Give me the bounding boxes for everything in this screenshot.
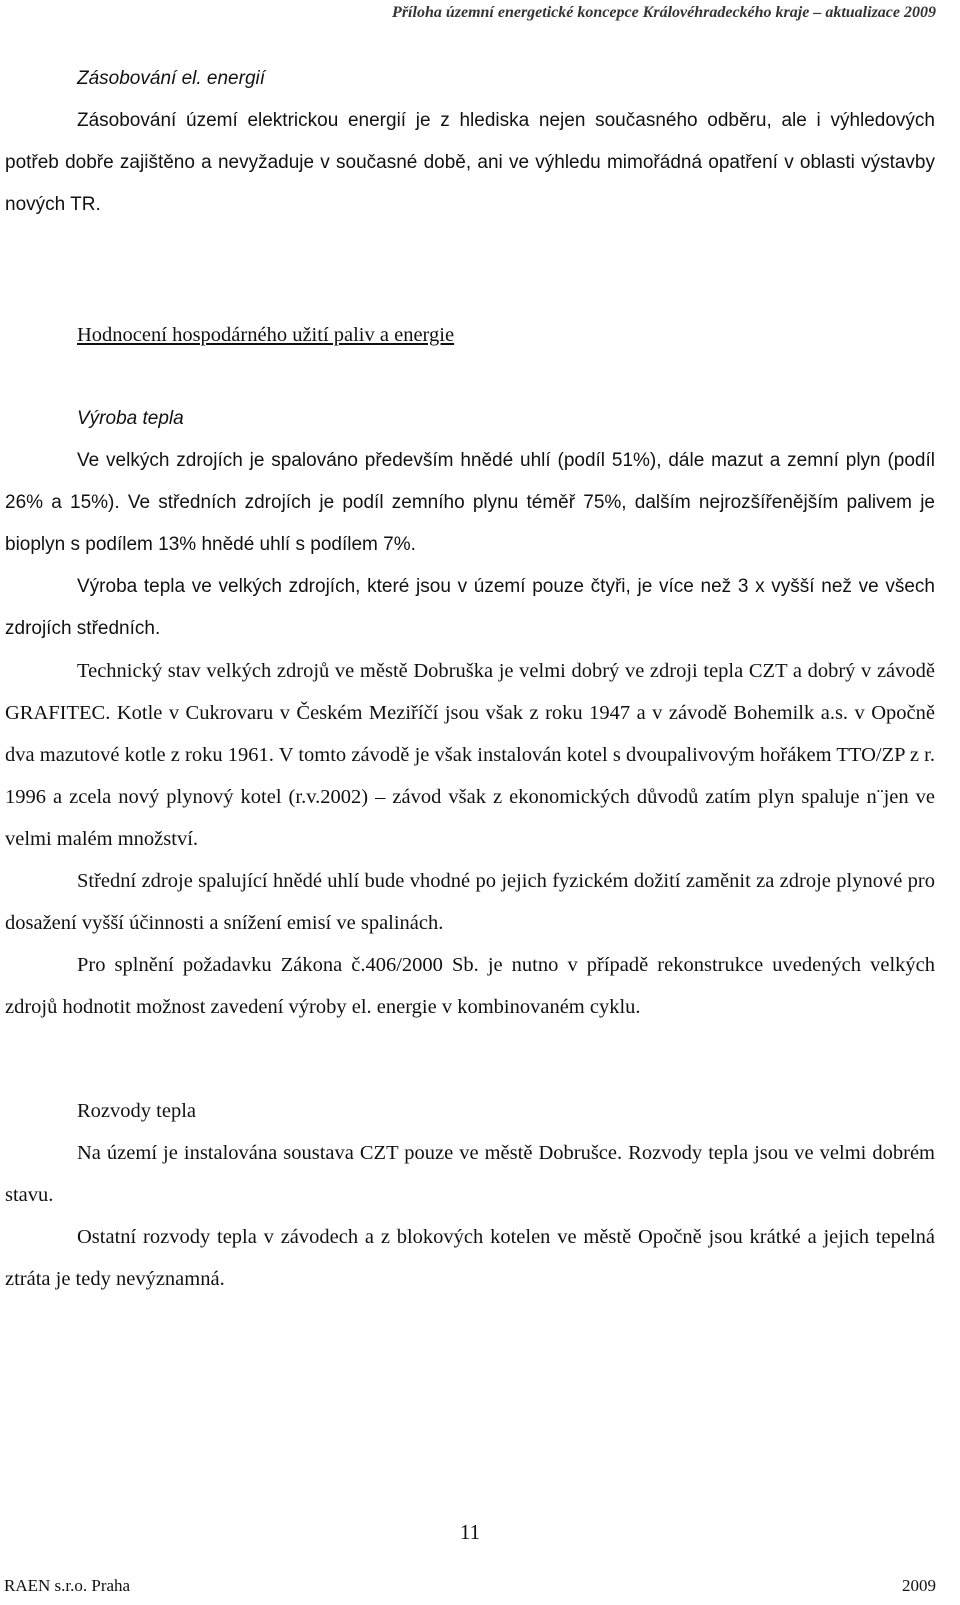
paragraph-vyroba-2: Výroba tepla ve velkých zdrojích, které jsou v území pouze čtyři, je více než 3 x vyšší než ve všech zdrojích středních.	[5, 576, 935, 639]
paragraph-vyroba-1: Ve velkých zdrojích je spalováno především hnědé uhlí (podíl 51%), dále mazut a zemní plyn (podíl 26% a 15%). Ve středních zdrojích je podíl zemního plynu téměř 75%, dalším nejrozšířenějším palivem je bioplyn s podílem 13% hnědé uhlí s podílem 7%.	[5, 450, 935, 555]
page-body	[5, 58, 935, 1300]
paragraph-vyroba-5: Pro splnění požadavku Zákona č.406/2000 Sb. je nutno v případě rekonstrukce uvedených velkých zdrojů hodnotit možnost zavedení výroby el. energie v kombinovaném cyklu.	[5, 954, 935, 1018]
section-heading-hodnoceni: Hodnocení hospodárného užití paliv a energie	[77, 324, 455, 346]
page-number: 11	[459, 1520, 481, 1544]
footer-company: RAEN s.r.o. Praha	[4, 1576, 131, 1595]
paragraph-vyroba-3: Technický stav velkých zdrojů ve městě Dobruška je velmi dobrý ve zdroji tepla CZT a dobrý v závodě GRAFITEC. Kotle v Cukrovaru v Českém Meziříčí jsou však z roku 1947 a v závodě Bohemilk a.s. v Opočně dva mazutové kotle z roku 1961. V tomto závodě je však instalován kotel s dvoupalivovým hořákem TTO/ZP z r. 1996 a zcela nový plynový kotel (r.v.2002) – závod však z ekonomických důvodů zatím plyn spaluje n¨jen ve velmi malém množství.	[5, 660, 935, 850]
section-heading-rozvody: Rozvody tepla	[77, 1100, 196, 1122]
paragraph-rozvody-1: Na území je instalována soustava CZT pouze ve městě Dobrušce. Rozvody tepla jsou ve velmi dobrém stavu.	[5, 1142, 935, 1206]
paragraph-vyroba-4: Střední zdroje spalující hnědé uhlí bude vhodné po jejich fyzickém dožití zaměnit za zdroje plynové pro dosažení vyšší účinnosti a snížení emisí ve spalinách.	[5, 870, 935, 934]
spacer	[5, 226, 935, 314]
paragraph-zasobovani: Zásobování území elektrickou energií je z hlediska nejen současného odběru, ale i výhledových potřeb dobře zajištěno a nevyžaduje v současné době, ani ve výhledu mimořádná opatření v oblasti výstavby nových TR.	[5, 110, 935, 215]
document-header: Příloha územní energetické koncepce Královéhradeckého kraje – aktualizace 2009	[392, 4, 936, 21]
spacer	[5, 356, 935, 398]
footer-year: 2009	[902, 1576, 936, 1595]
spacer	[5, 1028, 935, 1090]
paragraph-rozvody-2: Ostatní rozvody tepla v závodech a z blokových kotelen ve městě Opočně jsou krátké a jejich tepelná ztráta je tedy nevýznamná.	[5, 1226, 935, 1290]
section-heading-vyroba: Výroba tepla	[77, 408, 184, 429]
section-heading-zasobovani: Zásobování el. energií	[77, 68, 266, 89]
